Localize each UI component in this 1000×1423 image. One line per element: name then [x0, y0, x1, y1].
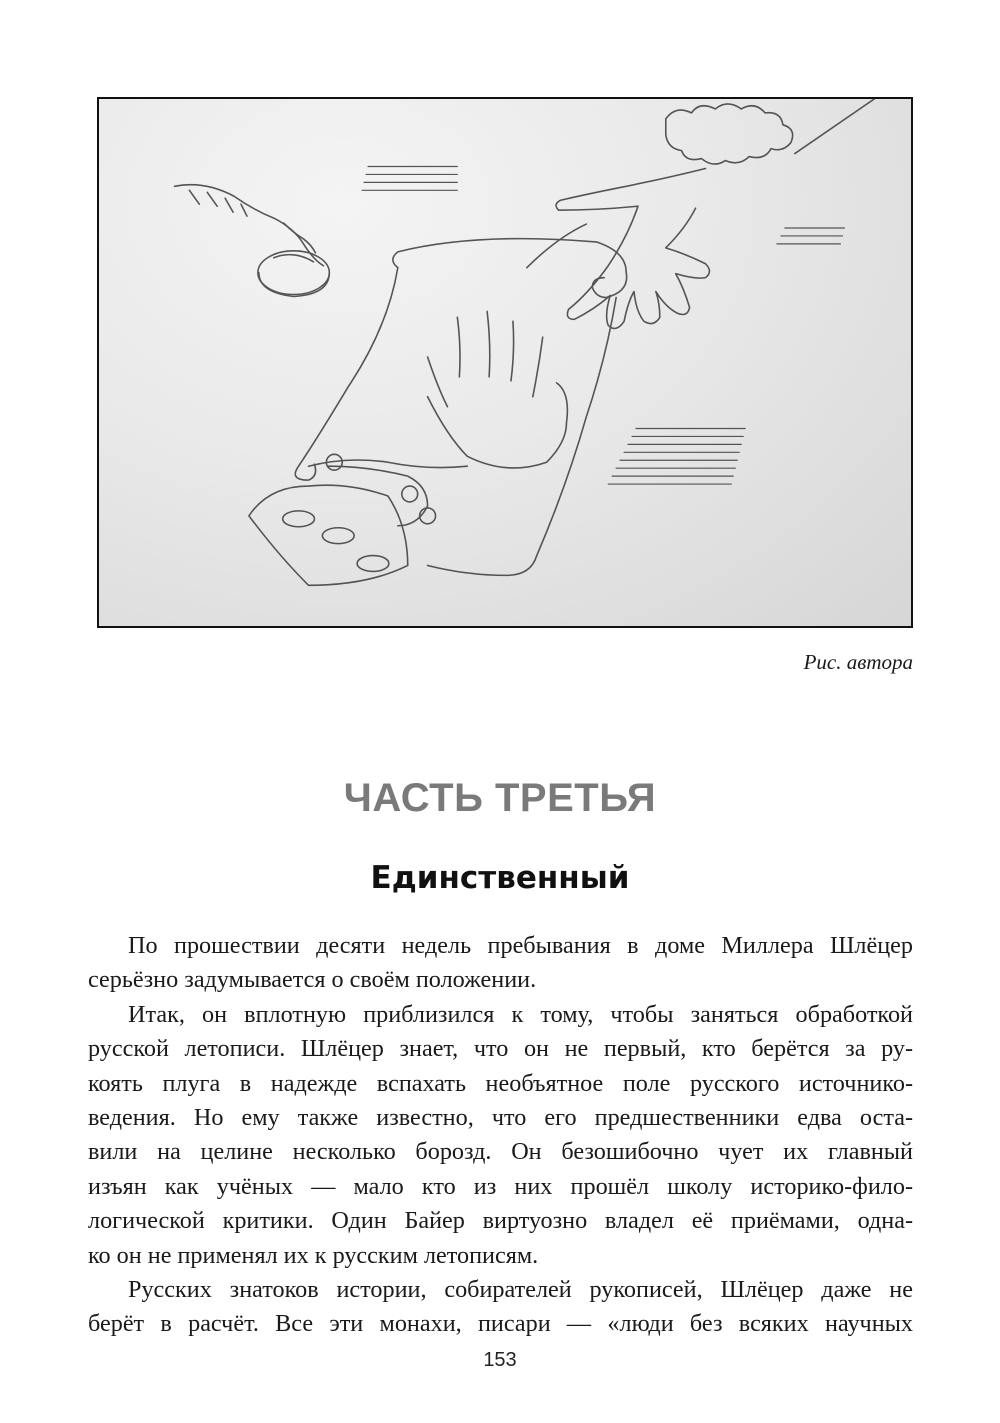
paragraph: [88, 1273, 913, 1342]
text-line: вили на целине несколько борозд. Он безошибочно чует их главный: [88, 1138, 913, 1166]
chapter-body: [88, 929, 913, 1342]
pencil-sketch-image: [99, 99, 911, 626]
text-line: ко он не применял их к русским летописям.: [88, 1241, 539, 1269]
part-title: ЧАСТЬ ТРЕТЬЯ: [343, 776, 657, 820]
text-line: берёт в расчёт. Все эти монахи, писари — «люди без всяких научных: [88, 1310, 913, 1338]
paragraph: [88, 929, 913, 998]
text-line: логической критики. Один Байер виртуозно владел её приёмами, одна-: [88, 1207, 913, 1235]
text-line: По прошествии десяти недель пребывания в доме Миллера Шлёцер: [128, 932, 913, 959]
text-line: русской летописи. Шлёцер знает, что он не первый, кто берётся за ру-: [88, 1035, 913, 1063]
text-line: Русских знатоков истории, собирателей рукописей, Шлёцер даже не: [128, 1276, 913, 1304]
page-number: 153: [483, 1349, 517, 1371]
text-line: ведения. Но ему также известно, что его предшественники едва оста-: [88, 1104, 913, 1132]
text-line: Итак, он вплотную приблизился к тому, чтобы заняться обработкой: [128, 1000, 913, 1028]
author-illustration: [97, 97, 913, 628]
text-line: серьёзно задумывается о своём положении.: [88, 966, 537, 994]
figure-caption: Рис. автора: [803, 650, 913, 674]
text-line: изъян как учёных — мало кто из них прошёл школу историко-фило-: [88, 1172, 913, 1200]
text-line: коять плуга в надежде вспахать необъятное поле русского источнико-: [88, 1069, 913, 1097]
chapter-title: Единственный: [370, 860, 630, 896]
paragraph: [88, 998, 913, 1273]
